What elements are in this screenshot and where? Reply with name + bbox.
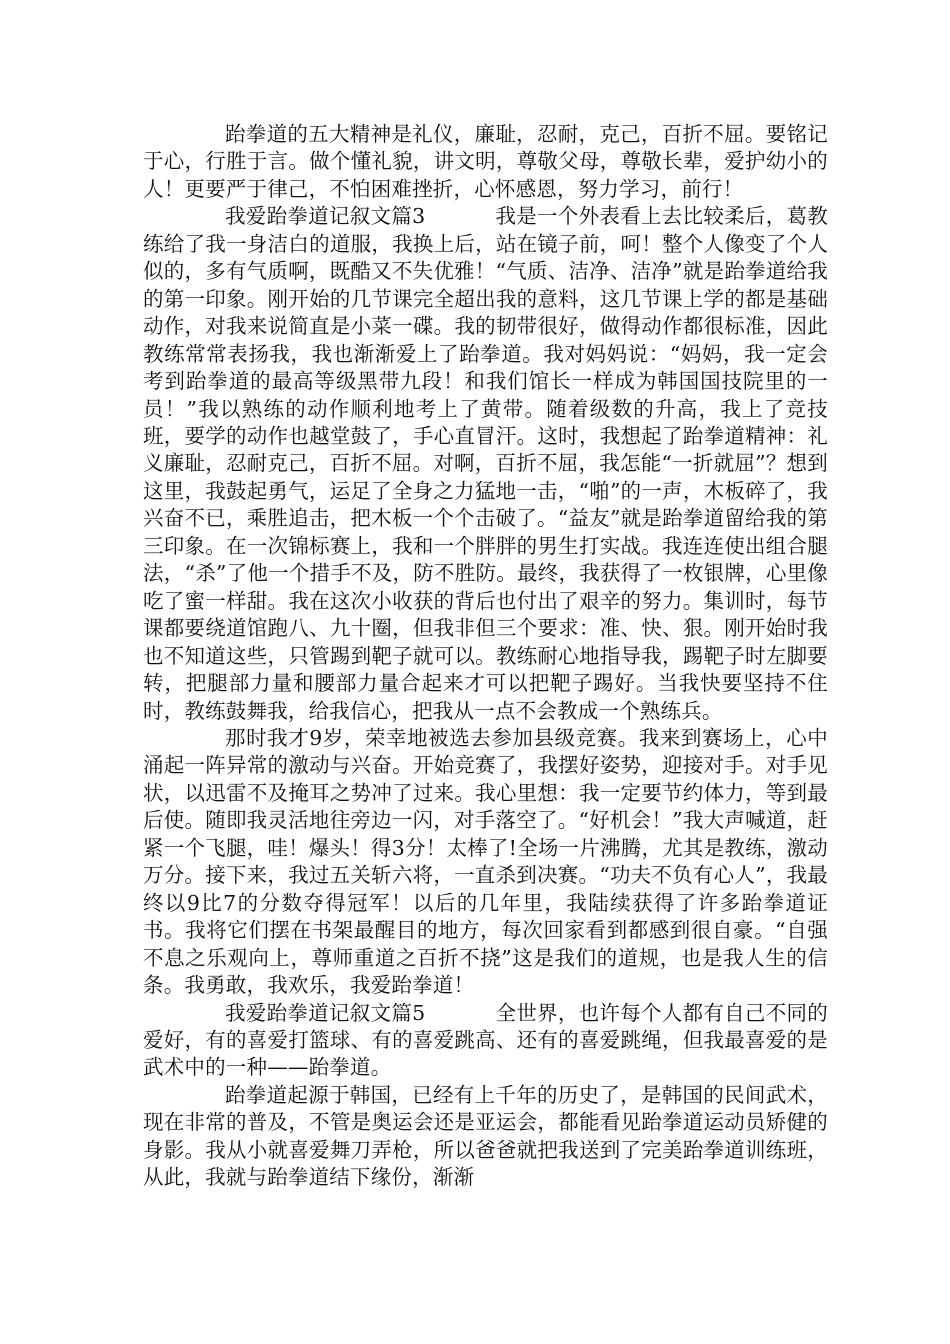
paragraph-origin	[143, 1082, 828, 1192]
paragraph-text: 那时我才9岁，荣幸地被选去参加县级竞赛。我来到赛场上，心中涌起一阵异常的激动与兴奋。开始竞赛了，我摆好姿势，迎接对手。对手见状，以迅雷不及掩耳之势冲了过来。我心里想：我一定要节约体力，等到最后使。随即我灵活地往旁边一闪，对手落空了。“好机会！”我大声喊道，赶紧一个飞腿，哇！爆头！得3分！太棒了!全场一片沸腾，尤其是教练，激动万分。接下来，我过五关斩六将，一直杀到决赛。“功夫不负有心人”，我最终以9比7的分数夺得冠军！以后的几年里，我陆续获得了许多跆拳道证书。我将它们摆在书架最醒目的地方，每次回家看到都感到很自豪。“自强不息之乐观向上，尊师重道之百折不挠”这是我们的道规，也是我人生的信条。我勇敢，我欢乐，我爱跆拳道！	[143, 725, 828, 998]
paragraph-competition	[143, 725, 828, 1000]
paragraph-text: 全世界，也许每个人都有自己不同的爱好，有的喜爱打篮球、有的喜爱跳高、还有的喜爱跳绳，但我最喜爱的是武术中的一种——跆拳道。	[143, 1000, 828, 1080]
document-body	[143, 121, 828, 1192]
section-heading: 我爱跆拳道记叙文篇5	[225, 1000, 426, 1025]
section-heading: 我爱跆拳道记叙文篇3	[225, 204, 426, 229]
paragraph-text: 跆拳道的五大精神是礼仪，廉耻，忍耐，克己，百折不屈。要铭记于心，行胜于言。做个懂礼貌，讲文明，尊敬父母，尊敬长辈，爱护幼小的人！更要严于律己，不怕困难挫折，心怀感恩，努力学习，前行！	[143, 122, 828, 201]
paragraph-article-3	[143, 203, 828, 725]
paragraph-spirit	[143, 121, 828, 203]
paragraph-text: 我是一个外表看上去比较柔后，葛教练给了我一身洁白的道服，我换上后，站在镜子前，呵！整个人像变了个人似的，多有气质啊，既酷又不失优雅！“气质、洁净、洁净”就是跆拳道给我的第一印象。刚开始的几节课完全超出我的意料，这几节课上学的都是基础动作，对我来说简直是小菜一碟。我的韧带很好，做得动作都很标准，因此教练常常表扬我，我也渐渐爱上了跆拳道。我对妈妈说：“妈妈，我一定会考到跆拳道的最高等级黑带九段！和我们馆长一样成为韩国国技院里的一员！”我以熟练的动作顺利地考上了黄带。随着级数的升高，我上了竞技班，要学的动作也越堂鼓了，手心直冒汗。这时，我想起了跆拳道精神：礼义廉耻，忍耐克己，百折不屈。对啊，百折不屈，我怎能“一折就屈”？想到这里，我鼓起勇气，运足了全身之力猛地一击，“啪”的一声，木板碎了，我兴奋不已，乘胜追击，把木板一个个击破了。“益友”就是跆拳道留给我的第三印象。在一次锦标赛上，我和一个胖胖的男生打实战。我连连使出组合腿法，“杀”了他一个措手不及，防不胜防。最终，我获得了一枚银牌，心里像吃了蜜一样甜。我在这次小收获的背后也付出了艰辛的努力。集训时，每节课都要绕道馆跑八、九十圈，但我非但三个要求：准、快、狠。刚开始时我也不知道这些，只管踢到靶子就可以。教练耐心地指导我，踢靶子时左脚要转，把腿部力量和腰部力量合起来才可以把靶子踢好。当我快要坚持不住时，教练鼓舞我，给我信心，把我从一点不会教成一个熟练兵。	[143, 204, 828, 723]
paragraph-article-5	[143, 1000, 828, 1082]
paragraph-text: 跆拳道起源于韩国，已经有上千年的历史了，是韩国的民间武术，现在非常的普及，不管是奥运会还是亚运会，都能看见跆拳道运动员矫健的身影。我从小就喜爱舞刀弄枪，所以爸爸就把我送到了完美跆拳道训练班，从此，我就与跆拳道结下缘份，渐渐	[143, 1082, 828, 1190]
